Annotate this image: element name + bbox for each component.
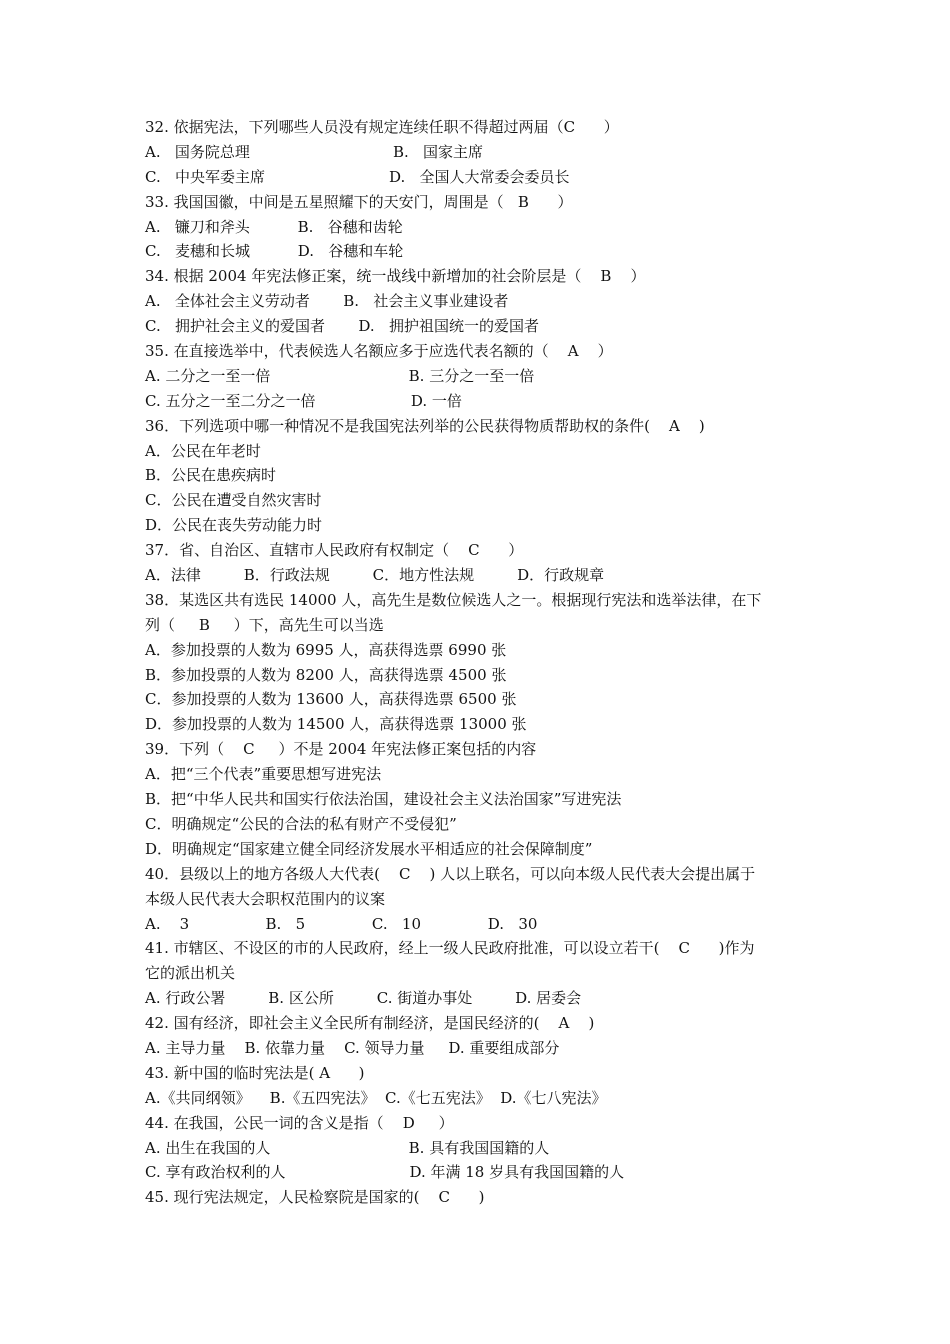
question-41-text-line2: 它的派出机关 [145, 964, 236, 983]
question-38-option-d: D．参加投票的人数为 14500 人，高获得选票 13000 张 [145, 715, 527, 734]
question-36-option-c: C．公民在遭受自然灾害时 [145, 491, 322, 510]
question-43-options: A.《共同纲领》 B.《五四宪法》 C.《七五宪法》 D.《七八宪法》 [145, 1088, 607, 1107]
question-39-option-a: A．把“三个代表”重要思想写进宪法 [145, 765, 382, 784]
question-45-text: 45. 现行宪法规定，人民检察院是国家的( C ) [145, 1188, 485, 1207]
question-39-text: 39．下列（ C ）不是 2004 年宪法修正案包括的内容 [145, 740, 537, 759]
question-39-option-c: C．明确规定“公民的合法的私有财产不受侵犯” [145, 814, 457, 833]
question-32-text: 32. 依据宪法，下列哪些人员没有规定连续任职不得超过两届（C ） [145, 118, 619, 136]
question-36-option-a: A．公民在年老时 [145, 441, 261, 460]
question-33-options-cd: C. 麦穗和长城 D. 谷穗和车轮 [145, 242, 404, 261]
question-33-text: 33. 我国国徽，中间是五星照耀下的天安门，周围是（ B ） [145, 192, 573, 211]
question-38-text-line1: 38．某选区共有选民 14000 人，高先生是数位候选人之一。根据现行宪法和选举法律，在下 [145, 590, 762, 609]
question-44-options-ab: A. 出生在我国的人 B. 具有我国国籍的人 [145, 1138, 550, 1157]
question-37-options: A．法律 B．行政法规 C．地方性法规 D．行政规章 [145, 566, 605, 585]
question-34-options-cd: C. 拥护社会主义的爱国者 D. 拥护祖国统一的爱国者 [145, 317, 539, 336]
question-41-text-line1: 41. 市辖区、不设区的市的人民政府，经上一级人民政府批准，可以设立若干( C )作为 [145, 939, 755, 958]
question-34-options-ab: A. 全体社会主义劳动者 B. 社会主义事业建设者 [145, 292, 509, 311]
question-35-options-cd: C. 五分之一至二分之一倍 D. 一倍 [145, 391, 462, 410]
question-43-text: 43. 新中国的临时宪法是( A ) [145, 1063, 365, 1082]
question-36-option-d: D．公民在丧失劳动能力时 [145, 516, 323, 535]
question-32-options-cd: C. 中央军委主席 D. 全国人大常委会委员长 [145, 167, 570, 186]
question-38-option-b: B．参加投票的人数为 8200 人，高获得选票 4500 张 [145, 665, 507, 684]
question-39-option-b: B．把“中华人民共和国实行依法治国，建设社会主义法治国家”写进宪法 [145, 790, 622, 809]
question-42-options: A. 主导力量 B. 依靠力量 C. 领导力量 D. 重要组成部分 [145, 1038, 560, 1057]
question-36-text: 36．下列选项中哪一种情况不是我国宪法列举的公民获得物质帮助权的条件( A ) [145, 416, 705, 435]
question-40-text-line1: 40．县级以上的地方各级人大代表( C ) 人以上联名，可以向本级人民代表大会提出属于 [145, 864, 756, 883]
question-39-option-d: D．明确规定“国家建立健全同经济发展水平相适应的社会保障制度” [145, 839, 593, 858]
question-38-option-c: C．参加投票的人数为 13600 人，高获得选票 6500 张 [145, 690, 517, 709]
question-44-text: 44. 在我国，公民一词的含义是指（ D ） [145, 1113, 454, 1132]
question-40-options: A. 3 B. 5 C. 10 D. 30 [145, 914, 538, 933]
question-35-options-ab: A. 二分之一至一倍 B. 三分之一至一倍 [145, 366, 535, 385]
question-34-text: 34. 根据 2004 年宪法修正案，统一战线中新增加的社会阶层是（ B ） [145, 267, 646, 286]
question-38-option-a: A．参加投票的人数为 6995 人，高获得选票 6990 张 [145, 640, 507, 659]
question-42-text: 42. 国有经济，即社会主义全民所有制经济，是国民经济的( A ) [145, 1014, 595, 1033]
question-35-text: 35. 在直接选举中，代表候选人名额应多于应选代表名额的（ A ） [145, 342, 613, 361]
question-36-option-b: B．公民在患疾病时 [145, 466, 277, 485]
question-list [145, 115, 810, 1210]
question-32-options-ab: A. 国务院总理 B. 国家主席 [145, 142, 484, 161]
question-41-options: A. 行政公署 B. 区公所 C. 街道办事处 D. 居委会 [145, 989, 582, 1008]
question-44-options-cd: C. 享有政治权利的人 D. 年满 18 岁具有我国国籍的人 [145, 1163, 625, 1182]
question-37-text: 37．省、自治区、直辖市人民政府有权制定（ C ） [145, 541, 524, 560]
question-38-text-line2: 列（ B ）下，高先生可以当选 [145, 615, 384, 634]
question-33-options-ab: A. 镰刀和斧头 B. 谷穗和齿轮 [145, 217, 403, 236]
question-40-text-line2: 本级人民代表大会职权范围内的议案 [145, 889, 386, 908]
